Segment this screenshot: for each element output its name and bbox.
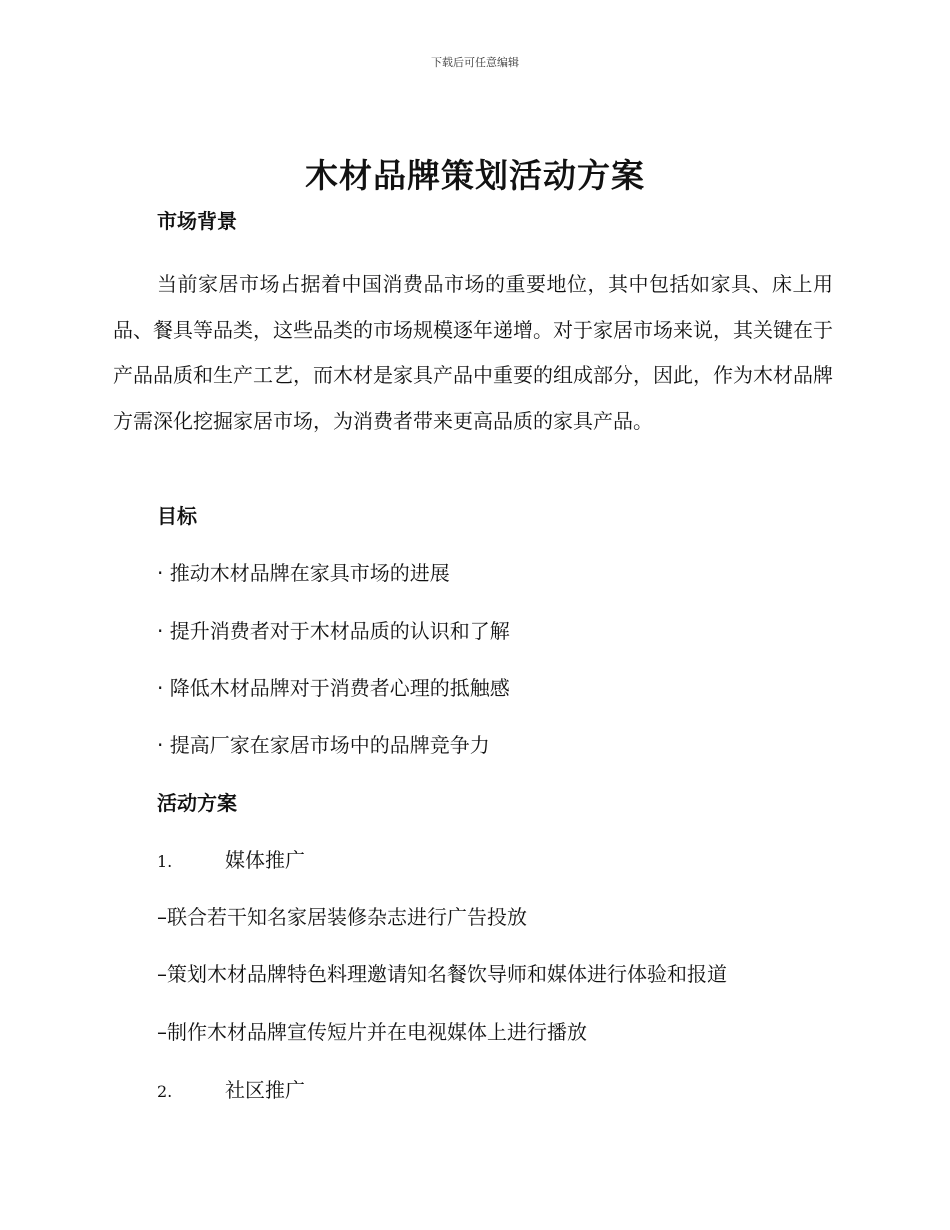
section-heading-background: 市场背景	[157, 209, 237, 233]
background-paragraph: 当前家居市场占据着中国消费品市场的重要地位，其中包括如家具、床上用品、餐具等品类，这些品类的市场规模逐年递增。对于家居市场来说，其关键在于产品品质和生产工艺，而木材是家具产品中重要的组成部分，因此，作为木材品牌方需深化挖掘家居市场，为消费者带来更高品质的家具产品。	[113, 272, 833, 433]
plan-item-label: 媒体推广	[225, 848, 305, 872]
plan-detail-item: –联合若干知名家居装修杂志进行广告投放	[157, 905, 527, 929]
section-heading-goals: 目标	[157, 504, 197, 528]
goal-item: · 提高厂家在家居市场中的品牌竞争力	[157, 733, 490, 757]
goal-item: · 推动木材品牌在家具市场的进展	[157, 561, 450, 585]
goal-item: · 提升消费者对于木材品质的认识和了解	[157, 619, 510, 643]
document-title: 木材品牌策划活动方案	[305, 156, 645, 195]
plan-item-label: 社区推广	[225, 1078, 305, 1102]
plan-detail-item: –制作木材品牌宣传短片并在电视媒体上进行播放	[157, 1020, 587, 1044]
plan-item-community	[157, 1075, 305, 1107]
section-heading-plan: 活动方案	[157, 791, 237, 815]
goal-item: · 降低木材品牌对于消费者心理的抵触感	[157, 676, 510, 700]
plan-item-number: 1.	[157, 852, 173, 871]
header-note: 下载后可任意编辑	[431, 56, 519, 69]
plan-item-number: 2.	[157, 1082, 173, 1101]
plan-detail-item: –策划木材品牌特色料理邀请知名餐饮导师和媒体进行体验和报道	[157, 962, 727, 986]
plan-item-media	[157, 845, 305, 877]
